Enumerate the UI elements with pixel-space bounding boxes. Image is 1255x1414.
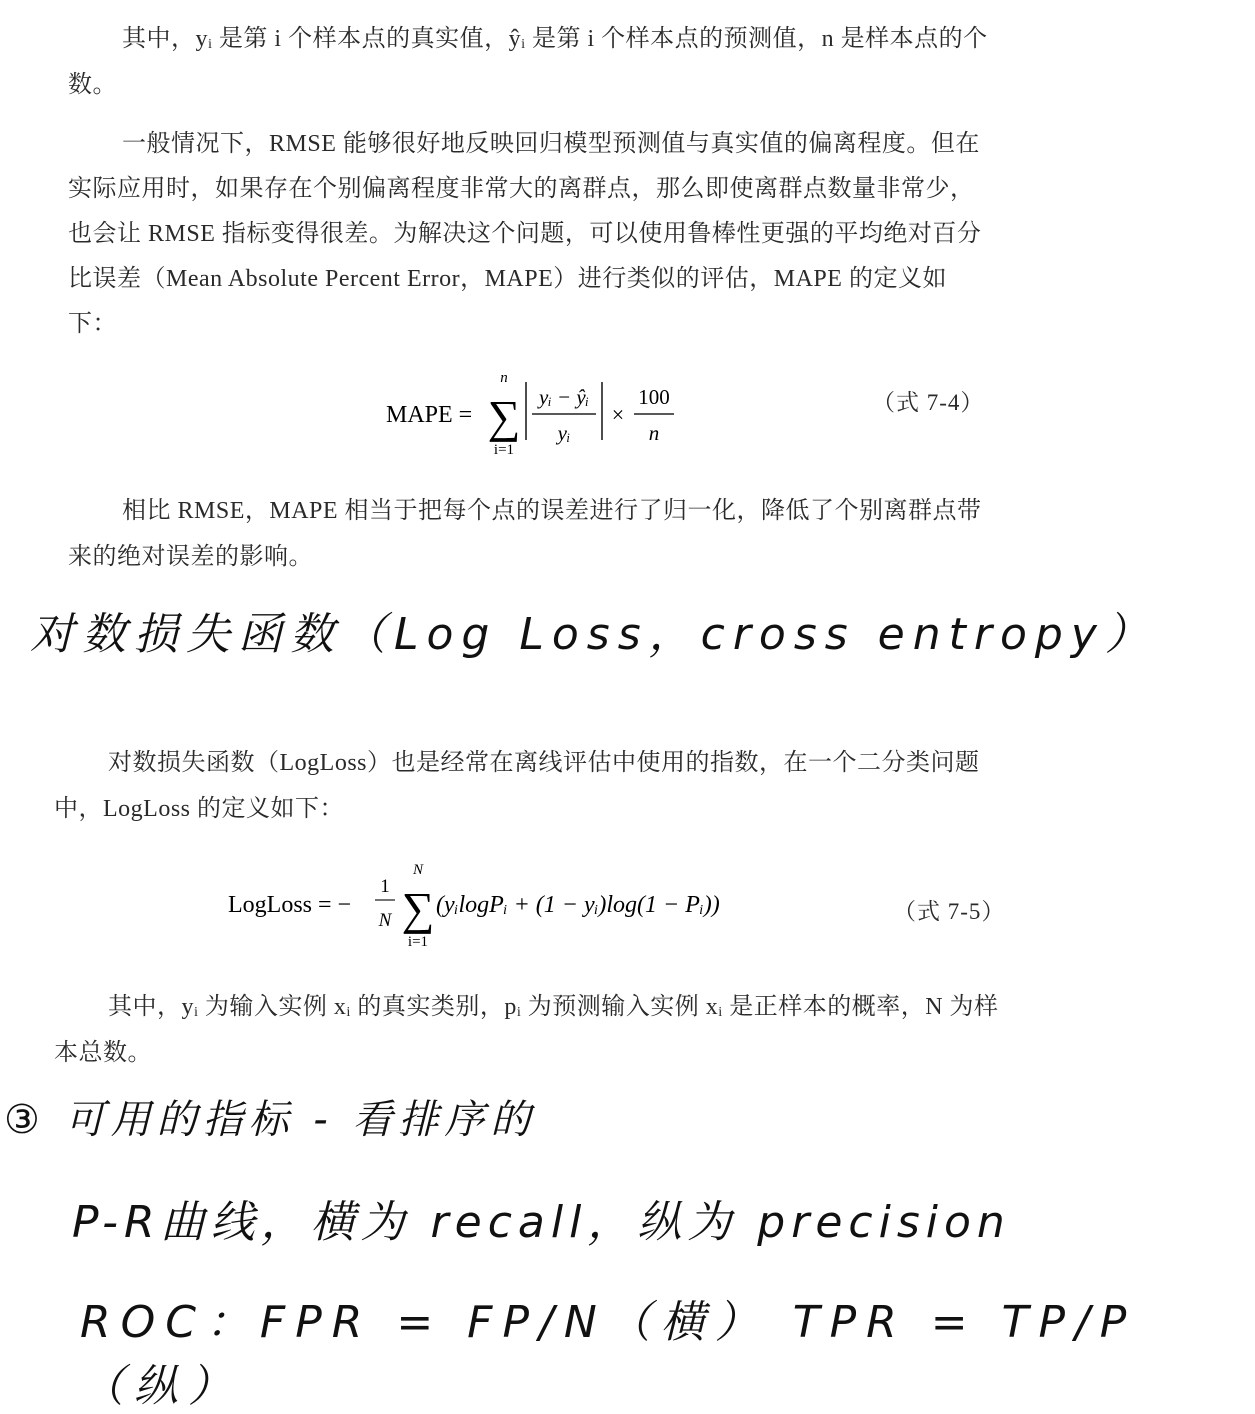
- logloss-sum-upper: N: [412, 862, 424, 878]
- logloss-frac-den: N: [378, 910, 392, 931]
- paragraph-mape-explanation: 相比 RMSE，MAPE 相当于把每个点的误差进行了归一化，降低了个别离群点带来的绝对误差的影响。: [68, 498, 982, 570]
- mape-lhs: MAPE =: [386, 402, 473, 428]
- logloss-lhs: LogLoss = −: [228, 892, 352, 918]
- mape-sum-lower: i=1: [493, 442, 515, 458]
- paragraph-logloss-variables: 其中，yᵢ 为输入实例 xᵢ 的真实类别，pᵢ 为预测输入实例 xᵢ 是正样本的概率，N 为样本总数。: [54, 994, 999, 1066]
- handwritten-note-roc: ROC：FPR = FP/N（横） TPR = TP/P（纵）: [80, 1297, 1137, 1412]
- equation-logloss: [222, 856, 802, 956]
- mape-times: ×: [611, 402, 625, 427]
- paragraph-logloss-intro: 对数损失函数（LogLoss）也是经常在离线评估中使用的指数，在一个二分类问题中，LogLoss 的定义如下：: [54, 750, 980, 822]
- paragraph-variable-definitions: 其中，yᵢ 是第 i 个样本点的真实值，ŷᵢ 是第 i 个样本点的预测值，n 是样本点的个数。: [68, 26, 988, 98]
- mape-factor-num: 100: [638, 385, 670, 409]
- logloss-body: (yᵢlogPᵢ + (1 − yᵢ)log(1 − Pᵢ)): [436, 892, 720, 918]
- handwritten-note-pr-curve: P-R曲线，横为 recall，纵为 precision: [72, 1197, 1011, 1248]
- equation-label-7-4: （式 7-4）: [872, 390, 985, 415]
- logloss-sum-symbol: ∑: [401, 883, 435, 934]
- mape-sum-symbol: ∑: [487, 391, 521, 442]
- equation-label-7-5: （式 7-5）: [893, 899, 1006, 924]
- paragraph-rmse-mape-intro: 一般情况下，RMSE 能够很好地反映回归模型预测值与真实值的偏离程度。但在实际应用时，如果存在个别偏离程度非常大的离群点，那么即使离群点数量非常少，也会让 RMSE 指标变得很差。为解决这个问题，可以使用鲁棒性更强的平均绝对百分比误差（Mean Absolute Percent Error，MAPE）进行类似的评估，MAPE 的定义如下：: [68, 131, 982, 337]
- mape-numerator: yᵢ − ŷᵢ: [539, 385, 589, 409]
- mape-denominator: yᵢ: [557, 421, 571, 445]
- equation-mape: [380, 362, 700, 462]
- handwritten-note-ranking-metrics: ③ 可用的指标 - 看排序的: [4, 1097, 537, 1143]
- mape-sum-upper: n: [500, 370, 508, 386]
- logloss-frac-num: 1: [380, 876, 390, 897]
- handwritten-note-logloss: 对数损失函数（Log Loss，cross entropy）: [30, 609, 1157, 660]
- logloss-sum-lower: i=1: [407, 934, 429, 950]
- mape-factor-den: n: [648, 421, 660, 445]
